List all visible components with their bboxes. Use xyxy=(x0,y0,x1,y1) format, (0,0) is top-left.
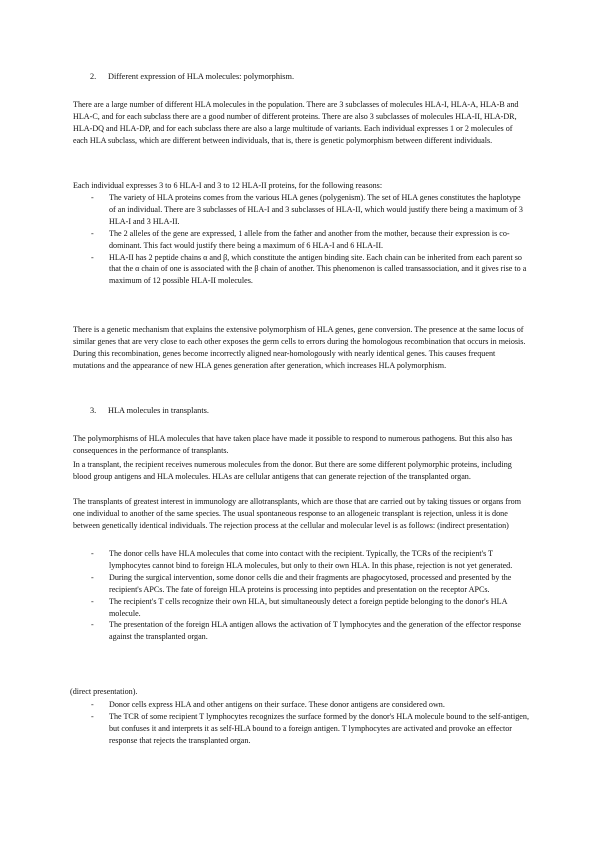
section-2-reasons-list xyxy=(73,192,529,287)
section-3-title: HLA molecules in transplants. xyxy=(108,406,209,415)
section-2-paragraph-1: There are a large number of different HLA molecules in the population. There are 3 subclasses of molecules HLA-I, HLA-A, HLA-B and HLA-C, and for each subclass there are a good number of different proteins. There are also 3 subclasses of molecules HLA-II, HLA-DR, HLA-DQ and HLA-DP, and for each subclass there are also a large multitude of variants. Each individual expresses 1 or 2 molecules of each HLA subclass, which are different between individuals, that is, there is genetic polymorphism between different individuals. xyxy=(73,100,519,145)
indirect-presentation-list xyxy=(73,548,529,643)
list-item xyxy=(73,252,529,288)
direct-presentation-list xyxy=(73,699,529,747)
section-3-number: 3. xyxy=(90,406,97,415)
section-3-paragraph-1: The polymorphisms of HLA molecules that have taken place have made it possible to respond to numerous pathogens. But this also has consequences in the performance of transplants. xyxy=(73,434,513,455)
bullet-dash: - xyxy=(91,620,94,630)
section-3-paragraph-2: In a transplant, the recipient receives numerous molecules from the donor. But there are some different polymorphic proteins, including blood group antigens and HLA molecules. HLAs are cellular antigens that can generate rejection of the transplanted organ. xyxy=(73,460,512,481)
bullet-dash: - xyxy=(91,596,94,606)
list-item-text: The TCR of some recipient T lymphocytes recognizes the surface formed by the donor's HLA molecule bound to the self-antigen, but confuses it and interprets it as self-HLA bound to a foreign antigen. T lymphocytes are activated and provoke an effector response that rejects the transplanted organ. xyxy=(109,711,529,745)
section-3-paragraph-4: (direct presentation). xyxy=(70,687,138,696)
list-item xyxy=(73,572,529,596)
list-item xyxy=(73,619,529,643)
section-3-heading xyxy=(90,405,209,417)
bullet-dash: - xyxy=(91,700,94,709)
list-item xyxy=(73,228,529,252)
section-2-heading xyxy=(90,71,294,83)
bullet-dash: - xyxy=(91,549,94,558)
list-item-text: The recipient's T cells recognize their own HLA, but simultaneously detect a foreign peptide belonging to the donor's HLA molecule. xyxy=(109,596,507,618)
section-2-number: 2. xyxy=(90,72,97,81)
list-item-text: The 2 alleles of the gene are expressed, 1 allele from the father and another from the mother, because their expression is co-dominant. This fact would justify there being a maximum of 6 HLA-I and 6 HLA-II. xyxy=(109,228,510,250)
list-item-text: The variety of HLA proteins comes from the various HLA genes (polygenism). The set of HLA genes constitutes the haplotype of an individual. There are 3 subclasses of HLA-I and 3 subclasses of HLA-II, which would justify there being a maximum of 3 HLA-I and 3 HLA-II. xyxy=(109,193,523,226)
bullet-dash: - xyxy=(91,193,94,202)
list-item-text: Donor cells express HLA and other antigens on their surface. These donor antigens are considered own. xyxy=(109,700,445,709)
list-item-text: During the surgical intervention, some donor cells die and their fragments are phagocytosed, processed and presented by the recipient's APCs. The fate of foreign HLA proteins is processing into peptides and presentation on the receptor APCs. xyxy=(109,572,512,594)
section-3-paragraph-3: The transplants of greatest interest in immunology are allotransplants, which are those that are carried out by taking tissues or organs from one individual to another of the same species. The usual spontaneous response to an allogeneic transplant is rejection, unless it is done between genetically identical individuals. The rejection process at the cellular and molecular level is as follows: (indirect presentation) xyxy=(73,497,522,530)
section-2-title: Different expression of HLA molecules: polymorphism. xyxy=(108,72,295,81)
bullet-dash: - xyxy=(91,711,94,721)
section-2-paragraph-2: Each individual expresses 3 to 6 HLA-I and 3 to 12 HLA-II proteins, for the following reasons: xyxy=(73,181,383,190)
list-item-text: The presentation of the foreign HLA antigen allows the activation of T lymphocytes and the generation of the effector response against the transplanted organ. xyxy=(109,620,521,642)
list-item xyxy=(73,548,529,572)
list-item-text: The donor cells have HLA molecules that come into contact with the recipient. Typically, the TCRs of the recipient's T lymphocytes cannot bind to foreign HLA molecules, but only to their own HLA. In this phase, rejection is not yet generated. xyxy=(109,549,513,570)
bullet-dash: - xyxy=(91,228,94,238)
list-item-text: HLA-II has 2 peptide chains α and β, which constitute the antigen binding site. Each chain can be inherited from each parent so that the α chain of one is associated with the β chain of another. This phenomenon is called transassociation, and it gives rise to a maximum of 12 possible HLA-II molecules. xyxy=(109,252,527,286)
list-item xyxy=(73,711,529,747)
list-item xyxy=(73,192,529,228)
bullet-dash: - xyxy=(91,252,94,262)
section-2-paragraph-3: There is a genetic mechanism that explains the extensive polymorphism of HLA genes, gene conversion. The presence at the same locus of similar genes that are very close to each other exposes the germ cells to errors during the homologous recombination that occurs in meiosis. During this recombination, genes become incorrectly aligned near-homologously with nearly identical genes. This causes frequent mutations and the appearance of new HLA genes generation after generation, which increases HLA polymorphism. xyxy=(73,325,526,370)
list-item xyxy=(73,699,529,711)
list-item xyxy=(73,596,529,620)
bullet-dash: - xyxy=(91,572,94,582)
